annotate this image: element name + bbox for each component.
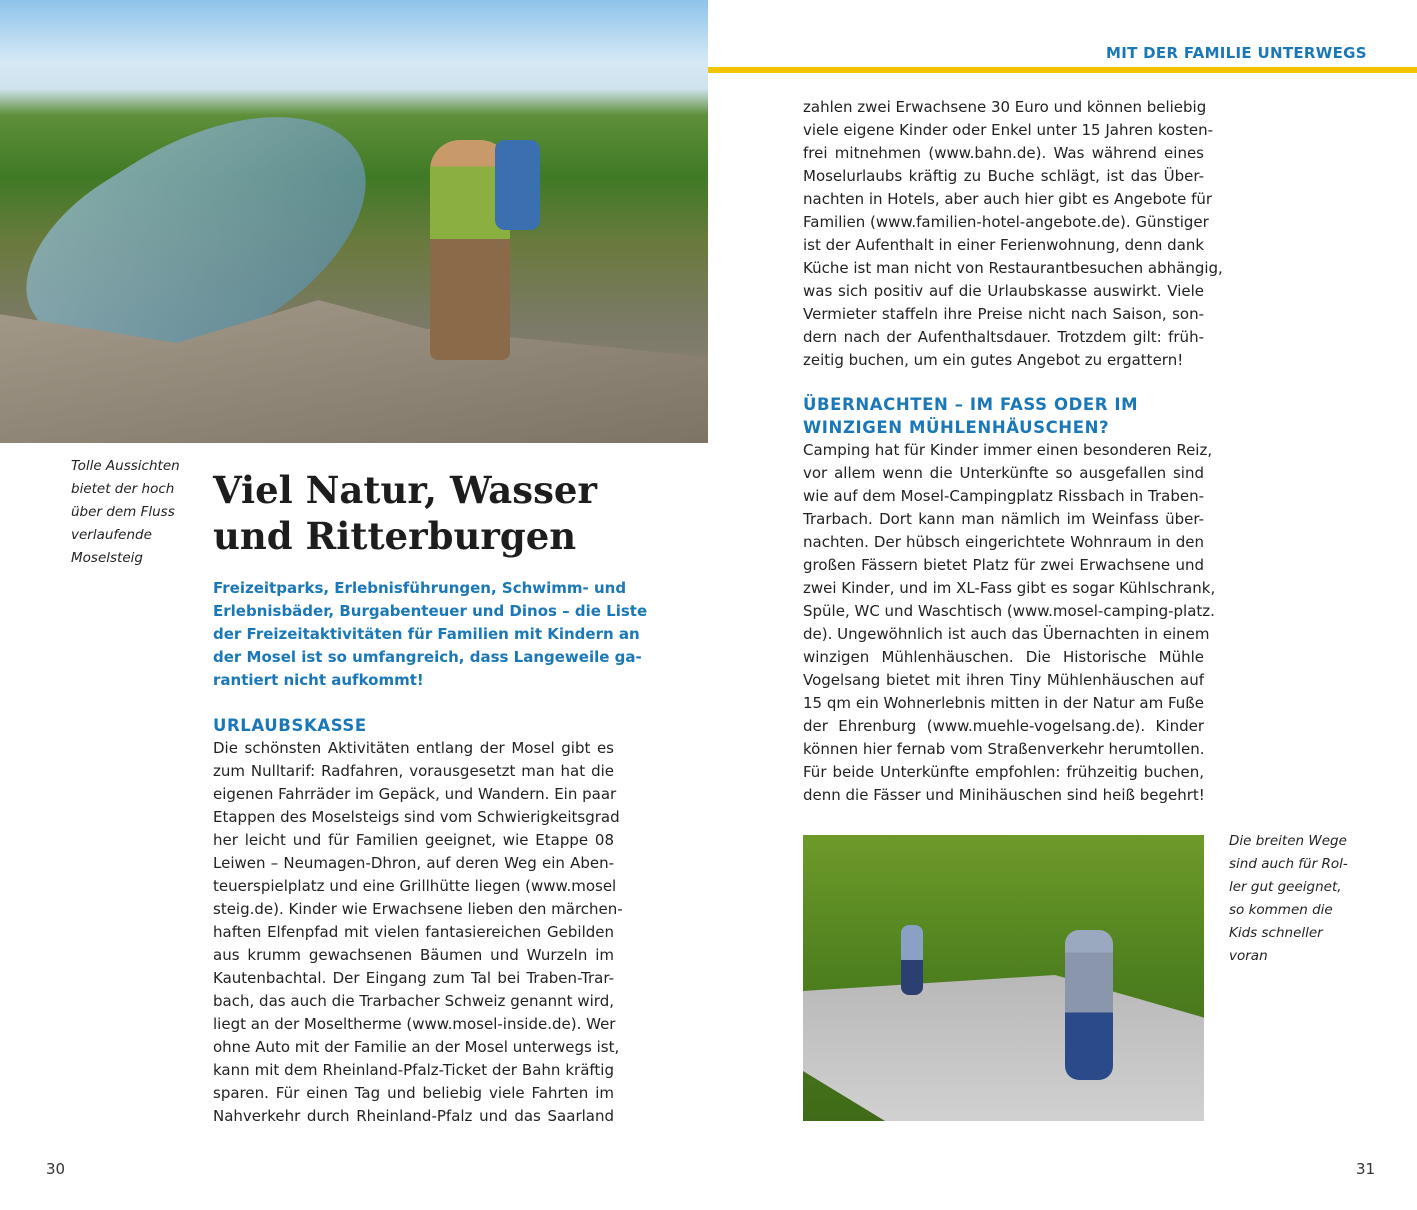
text-line: vor allem wenn die Unterkünfte so ausgefallen sind	[803, 464, 1204, 482]
text-line: Moselurlaubs kräftig zu Buche schlägt, ist das Über-	[803, 167, 1204, 185]
text-line: und Ritterburgen	[213, 514, 577, 558]
text-line: rantiert nicht aufkommt!	[213, 671, 424, 689]
text-line: über dem Fluss	[71, 504, 175, 520]
text-line: eigenen Fahrräder im Gepäck, und Wandern. Ein paar	[213, 785, 617, 803]
text-line: der Ehrenburg (www.muehle-vogelsang.de). Kinder	[803, 717, 1204, 735]
text-line: Erlebnisbäder, Burgabenteuer und Dinos – die Liste	[213, 602, 648, 620]
text-line: Nahverkehr durch Rheinland-Pfalz und das Saarland	[213, 1107, 614, 1125]
text-line: zwei Kinder, und im XL-Fass gibt es sogar Kühlschrank,	[803, 579, 1216, 597]
caption-left	[71, 455, 180, 570]
text-line: steig.de). Kinder wie Erwachsene lieben den märchen-	[213, 900, 623, 918]
text-line: Familien (www.familien-hotel-angebote.de). Günstiger	[803, 213, 1209, 231]
header-rule	[708, 67, 1417, 73]
body-right-2	[803, 439, 1216, 807]
text-line: Viel Natur, Wasser	[213, 468, 597, 512]
text-line: sparen. Für einen Tag und beliebig viele Fahrten im	[213, 1084, 614, 1102]
text-line: Kids schneller	[1229, 925, 1323, 941]
article-title	[213, 467, 597, 559]
body-left	[213, 737, 623, 1128]
text-line: ler gut geeignet,	[1229, 879, 1342, 895]
text-line: können hier fernab vom Straßenverkehr herumtollen.	[803, 740, 1205, 758]
photo-kids-scooters	[803, 835, 1204, 1121]
text-line: sind auch für Rol-	[1229, 856, 1348, 872]
text-line: verlaufende	[71, 527, 152, 543]
text-line: teuerspielplatz und eine Grillhütte liegen (www.mosel	[213, 877, 617, 895]
text-line: zeitig buchen, um ein gutes Angebot zu ergattern!	[803, 351, 1184, 369]
text-line: ist der Aufenthalt in einer Ferienwohnung, denn dank	[803, 236, 1205, 254]
text-line: Camping hat für Kinder immer einen besonderen Reiz,	[803, 441, 1213, 459]
photo-moselsteig-view	[0, 0, 708, 443]
text-line: was sich positiv auf die Urlaubskasse auswirkt. Viele	[803, 282, 1204, 300]
text-line: zum Nulltarif: Radfahren, vorausgesetzt man hat die	[213, 762, 614, 780]
text-line: Trarbach. Dort kann man nämlich im Weinfass über-	[803, 510, 1204, 528]
text-line: der Mosel ist so umfangreich, dass Langeweile ga-	[213, 648, 642, 666]
text-line: liegt an der Moseltherme (www.mosel-inside.de). Wer	[213, 1015, 616, 1033]
text-line: wie auf dem Mosel-Campingplatz Rissbach in Traben-	[803, 487, 1204, 505]
text-line: Etappen des Moselsteigs sind vom Schwierigkeitsgrad	[213, 808, 620, 826]
text-line: Spüle, WC und Waschtisch (www.mosel-camping-platz.	[803, 602, 1215, 620]
text-line: frei mitnehmen (www.bahn.de). Was während eines	[803, 144, 1204, 162]
text-line: Die schönsten Aktivitäten entlang der Mosel gibt es	[213, 739, 614, 757]
page-number-right: 31	[1356, 1160, 1376, 1178]
text-line: Freizeitparks, Erlebnisführungen, Schwimm- und	[213, 579, 627, 597]
text-line: de). Ungewöhnlich ist auch das Übernachten in einem	[803, 625, 1210, 643]
body-right-1	[803, 96, 1223, 372]
lead-paragraph	[213, 577, 648, 692]
page-number-left: 30	[46, 1160, 66, 1178]
text-line: Tolle Aussichten	[71, 458, 180, 474]
text-line: Kautenbachtal. Der Eingang zum Tal bei Traben-Trar-	[213, 969, 614, 987]
text-line: Küche ist man nicht von Restaurantbesuchen abhängig,	[803, 259, 1223, 277]
section-header: MIT DER FAMILIE UNTERWEGS	[1106, 44, 1367, 62]
text-line: 15 qm ein Wohnerlebnis mitten in der Natur am Fuße	[803, 694, 1204, 712]
text-line: Vogelsang bietet mit ihren Tiny Mühlenhäuschen auf	[803, 671, 1204, 689]
text-line: Moselsteig	[71, 550, 143, 566]
text-line: aus krumm gewachsenen Bäumen und Wurzeln im	[213, 946, 614, 964]
text-line: kann mit dem Rheinland-Pfalz-Ticket der Bahn kräftig	[213, 1061, 614, 1079]
text-line: viele eigene Kinder oder Enkel unter 15 Jahren kosten-	[803, 121, 1213, 139]
text-line: ohne Auto mit der Familie an der Mosel unterwegs ist,	[213, 1038, 620, 1056]
text-line: zahlen zwei Erwachsene 30 Euro und können beliebig	[803, 98, 1207, 116]
text-line: voran	[1229, 948, 1268, 964]
text-line: winzigen Mühlenhäuschen. Die Historische Mühle	[803, 648, 1204, 666]
text-line: nachten in Hotels, aber auch hier gibt es Angebote für	[803, 190, 1213, 208]
text-line: nachten. Der hübsch eingerichtete Wohnraum in den	[803, 533, 1204, 551]
text-line: WINZIGEN MÜHLENHÄUSCHEN?	[803, 418, 1110, 437]
text-line: Vermieter staffeln ihre Preise nicht nach Saison, son-	[803, 305, 1204, 323]
text-line: bietet der hoch	[71, 481, 175, 497]
text-line: haften Elfenpfad mit vielen fantasiereichen Gebilden	[213, 923, 614, 941]
text-line: Für beide Unterkünfte empfohlen: frühzeitig buchen,	[803, 763, 1204, 781]
text-line: dern nach der Aufenthaltsdauer. Trotzdem gilt: früh-	[803, 328, 1204, 346]
text-line: der Freizeitaktivitäten für Familien mit Kindern an	[213, 625, 640, 643]
heading-uebernachten	[803, 393, 1204, 439]
text-line: her leicht und für Familien geeignet, wie Etappe 08	[213, 831, 614, 849]
text-line: Leiwen – Neumagen-Dhron, auf deren Weg ein Aben-	[213, 854, 614, 872]
text-line: großen Fässern bietet Platz für zwei Erwachsene und	[803, 556, 1204, 574]
text-line: ÜBERNACHTEN – IM FASS ODER IM	[803, 395, 1139, 414]
text-line: bach, das auch die Trarbacher Schweiz genannt wird,	[213, 992, 614, 1010]
text-line: so kommen die	[1229, 902, 1333, 918]
text-line: Die breiten Wege	[1229, 833, 1347, 849]
caption-right	[1229, 830, 1348, 968]
text-line: denn die Fässer und Minihäuschen sind heiß begehrt!	[803, 786, 1205, 804]
heading-urlaubskasse: URLAUBSKASSE	[213, 716, 367, 735]
